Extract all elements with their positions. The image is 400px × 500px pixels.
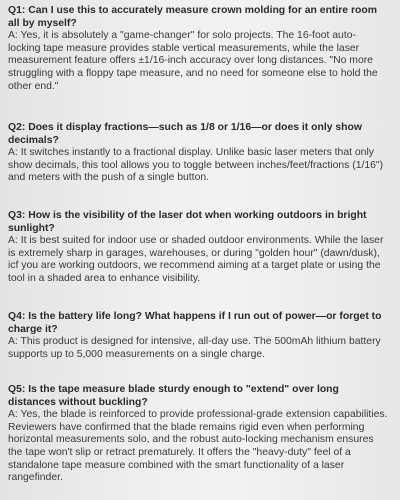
faq-item-q1 <box>8 5 388 93</box>
faq-answer-q3: A: It is best suited for indoor use or shaded outdoor environments. While the laser is extremely sharp in garages, warehouses, or during "golden hour" (dawn/dusk), icf you are working outdoors, we recommend aiming at a target plate or using the tool in a shaded area to enhance visibility. <box>8 235 384 284</box>
faq-item-q3 <box>8 210 388 286</box>
faq-item-q2 <box>8 122 388 185</box>
faq-answer-q4: A: This product is designed for intensive, all-day use. The 500mAh lithium battery supports up to 5,000 measurements on a single charge. <box>8 336 381 360</box>
faq-answer-q2: A: It switches instantly to a fractional display. Unlike basic laser meters that only show decimals, this tool allows you to toggle between inches/feet/fractions (1/16") and meters with the push of a single button. <box>8 147 384 184</box>
faq-item-q4 <box>8 311 388 361</box>
faq-question-q2: Q2: Does it display fractions—such as 1/8 or 1/16—or does it only show decimals? <box>8 122 362 146</box>
faq-answer-q5: A: Yes, the blade is reinforced to provide professional-grade extension capabilities. Reviewers have confirmed that the blade remains rigid even when performing horizontal measurements solo, and the robust auto-locking mechanism ensures the tape won't slip or retract prematurely. It offers the "heavy-duty" feel of a standalone tape measure combined with the smart functionality of a laser rangefinder. <box>8 409 388 484</box>
faq-answer-q1: A: Yes, it is absolutely a "game-changer" for solo projects. The 16-foot auto-locking tape measure provides stable vertical measurements, while the laser measurement feature offers ±1/16-inch accuracy over long distances. "No more struggling with a floppy tape measure, and no need for someone else to hold the other end." <box>8 30 378 92</box>
faq-item-q5 <box>8 384 388 485</box>
faq-question-q4: Q4: Is the battery life long? What happens if I run out of power—or forget to charge it? <box>8 311 382 335</box>
faq-question-q5: Q5: Is the tape measure blade sturdy enough to "extend" over long distances without buckling? <box>8 384 339 408</box>
faq-question-q1: Q1: Can I use this to accurately measure crown molding for an entire room all by myself? <box>8 5 377 29</box>
faq-question-q3: Q3: How is the visibility of the laser dot when working outdoors in bright sunlight? <box>8 210 367 234</box>
